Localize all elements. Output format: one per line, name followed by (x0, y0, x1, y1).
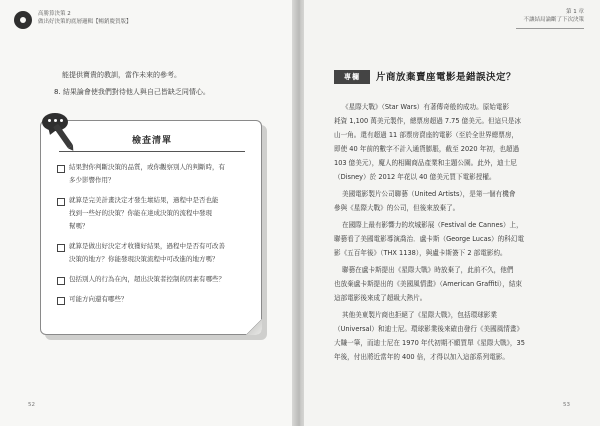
point-8: 8. 結果論會使我們對待他人與自己皆缺乏同情心。 (54, 88, 210, 96)
paragraph-line: 即使 40 年前的數字不計入通貨膨脹，截至 2020 年初，也超過 (334, 145, 520, 153)
paragraph-line: 其他美東製片商也拒絕了《星際大戰》，包括環球影業 (342, 311, 497, 319)
left-header-line-2: 做出好決策的底層邏輯【暢銷慶賀版】 (38, 19, 132, 25)
right-page-number: 53 (563, 402, 570, 408)
checkbox-3[interactable] (57, 244, 65, 252)
checklist-item-4-line-1: 包括別人的行為在內，超出決策者控制的因素有哪些？ (69, 275, 225, 283)
paragraph-line: 年後，付出將近當年的 400 倍，才得以加入這部系列電影。 (334, 353, 510, 361)
checkbox-4[interactable] (57, 277, 65, 285)
left-page-number: 52 (28, 402, 35, 408)
paragraph-line: （Universal）和迪士尼。環球影業後來確由發行《美國風情畫》 (334, 325, 524, 333)
paragraph-line: 103 億美元），魔人的相關商品產業和主題公園。此外，迪士尼 (334, 159, 517, 167)
checklist-item-2-line-1: 就算是完美計畫決定才發生壞結果，過程中是否也能 (69, 196, 219, 204)
checkbox-1[interactable] (57, 165, 65, 173)
paragraph-line: 聯藝在盧卡斯提出《星際大戰》時放棄了，此前不久，他們 (342, 266, 514, 274)
paragraph-line: 聯藝看了美國電影導演喬治．盧卡斯（George Lucas）的科幻電 (334, 235, 525, 243)
chapter-title: 不讓結局論斷了下次決策 (523, 17, 584, 23)
checklist-item-1-line-1: 結果對你判斷決策的品質，或你觀察別人的判斷時，有 (69, 163, 225, 171)
checkbox-5[interactable] (57, 297, 65, 305)
paragraph-line: 參與《星際大戰》的公司，但後來放棄了。 (334, 204, 460, 212)
left-header-line-1: 高勝算決策 2 (38, 11, 71, 17)
checklist-item-1-line-2: 多少影響作用？ (69, 176, 115, 184)
paragraph-line: 在國際上最有影響力的坎城影展（Festival de Cannes）上， (342, 221, 523, 229)
checklist-card (40, 120, 262, 335)
left-running-header (14, 10, 132, 29)
chapter-number: 第 1 章 (566, 9, 584, 15)
checklist-item-2-line-3: 幫嗎？ (69, 222, 89, 230)
paragraph-line: 影《五百年後》（THX 1138），與盧卡斯簽下 2 部電影約。 (334, 249, 507, 257)
paragraph-line: 耗資 1,100 萬美元製作，總票房超過 7.75 億美元。但這只是冰 (334, 117, 522, 125)
left-page (0, 0, 296, 426)
paragraph-line: 山一角。還有超過 11 部票房賣座的電影（至於全世界總票房， (334, 131, 519, 139)
paragraph-line: （Disney）於 2012 年花以 40 億美元買下電影授權。 (334, 173, 496, 181)
paragraph-line: 美國電影製片公司聯藝（United Artists），是第一個有機會 (342, 190, 516, 198)
checklist-divider (59, 151, 245, 152)
gear-logo-icon (14, 11, 32, 29)
right-running-header (523, 8, 584, 24)
checklist-item-3-line-1: 就算是做出好決定才收獲好結果，過程中是否有可改善 (69, 242, 225, 250)
paragraph-line: 這部電影後來成了超級大熱片。 (334, 294, 427, 302)
intro-line: 能提供寶貴的教訓，當作未來的參考。 (62, 71, 181, 79)
header-rule (516, 28, 584, 29)
card-page-curl (246, 319, 262, 335)
paragraph-line: 大賺一筆，而迪士尼在 1970 年代初期不願買單《星際大戰》，35 (334, 339, 525, 347)
checklist-item-3-line-2: 決策的地方？你能發現決策流程中可改進的地方嗎？ (69, 255, 219, 263)
special-column-title: 片商放棄賣座電影是錯誤決定？ (376, 72, 517, 83)
checklist-item-5-line-1: 可能方向還有哪些？ (69, 295, 128, 303)
checklist-item-2-line-2: 找到一些好的決策？你能在達成決策的流程中發現 (69, 209, 212, 217)
special-column-tag: 專欄 (334, 70, 370, 84)
checklist-title: 檢查清單 (131, 136, 172, 146)
checkbox-2[interactable] (57, 198, 65, 206)
right-page (304, 0, 600, 426)
paragraph-line: 《星際大戰》（Star Wars）有著傳奇般的成功。原始電影 (342, 103, 510, 111)
paragraph-line: 也放棄盧卡斯提出的《美國風情畫》（American Graffiti），結束 (334, 280, 522, 288)
